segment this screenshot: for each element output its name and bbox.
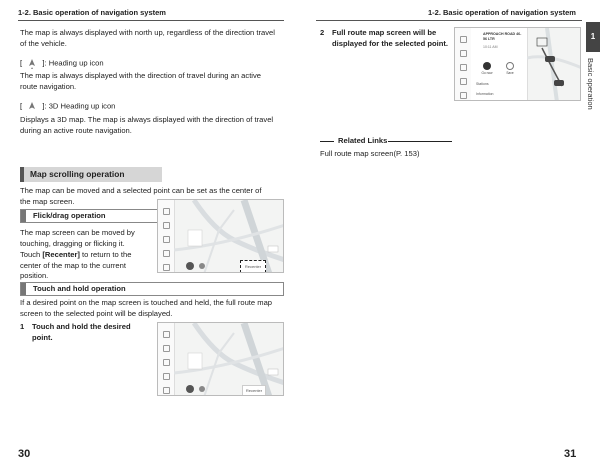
recenter-instruction xyxy=(20,250,153,282)
phone-icon-3 xyxy=(460,64,467,71)
step-1 xyxy=(20,322,152,343)
section-title-bar xyxy=(20,167,24,182)
flick-heading-text: Flick/drag operation xyxy=(33,211,106,220)
hold-heading-bar xyxy=(21,283,26,295)
recenter-button-2[interactable]: Recenter xyxy=(242,385,266,396)
recenter-bold: [Recenter] xyxy=(42,250,80,259)
recenter-button[interactable]: Recenter xyxy=(240,260,266,273)
route-sidebar xyxy=(455,28,472,100)
route-map xyxy=(527,28,581,101)
route-panel-title: APPROACH ROAD 46-56 LTR xyxy=(483,32,522,41)
right-page-number: 31 xyxy=(564,448,577,460)
related-link-full-route[interactable]: Full route map screen(P. 153) xyxy=(320,149,420,158)
settings-icon-2 xyxy=(163,387,170,394)
home-icon xyxy=(163,208,170,215)
flick-desc: The map screen can be moved by touching, dragging or flicking it. xyxy=(20,228,135,248)
route-stations: Stations xyxy=(476,82,489,86)
touch-hold-heading xyxy=(20,282,284,296)
home-icon-3 xyxy=(460,36,467,43)
save-icon xyxy=(506,62,514,70)
bracket-open: [ xyxy=(20,58,23,68)
heading-3d-icon xyxy=(27,101,37,112)
recenter-suffix: to return to the center of the map to the current position. xyxy=(20,250,132,280)
step-2-text: Full route map screen will be displayed for the selected point. xyxy=(332,28,449,48)
settings-icon xyxy=(163,264,170,271)
section-title-text: Map scrolling operation xyxy=(30,169,125,179)
step-2-number: 2 xyxy=(320,28,325,37)
home-icon-2 xyxy=(163,331,170,338)
related-links-title: Related Links xyxy=(338,136,388,145)
heading-3d-desc: Displays a 3D map. The map is always displayed with the direction of travel during an active route navigation. xyxy=(20,115,274,135)
apps-icon-2 xyxy=(163,373,170,380)
bracket-open-2: [ xyxy=(20,101,23,111)
left-page-number: 30 xyxy=(18,448,31,460)
heading-up-icon xyxy=(27,58,37,69)
heading-up-desc: The map is always displayed with the direction of travel during an active route navigation. xyxy=(20,71,262,91)
map-view-2 xyxy=(174,323,284,396)
step-2 xyxy=(320,28,452,49)
right-header-title: 1-2. Basic operation of navigation system xyxy=(428,8,576,17)
side-label-basic-operation: Basic operation xyxy=(586,58,595,110)
heading-up-label: ]: Heading up icon xyxy=(42,58,104,68)
apps-icon xyxy=(163,250,170,257)
save-label: Save xyxy=(506,71,514,75)
heading-up-line xyxy=(20,58,280,69)
recenter-prefix: Touch xyxy=(20,250,43,259)
left-header-rule xyxy=(18,20,284,21)
step-1-number: 1 xyxy=(20,322,25,331)
map-sidebar-2 xyxy=(158,323,175,395)
go-now-icon xyxy=(483,62,491,70)
music-icon-2 xyxy=(163,345,170,352)
heading-3d-line xyxy=(20,101,280,112)
full-route-screenshot xyxy=(454,27,581,101)
intro-text: The map is always displayed with north up, regardless of the direction travel of the vehicle. xyxy=(20,28,275,48)
settings-icon-3 xyxy=(460,92,467,99)
flick-heading-bar xyxy=(21,210,26,222)
go-now-label: Go now xyxy=(481,71,493,75)
map-scrolling-section-title xyxy=(20,167,162,182)
related-links-heading xyxy=(320,136,454,146)
route-information: Information xyxy=(476,92,494,96)
apps-icon-3 xyxy=(460,78,467,85)
map-scrolling-desc: The map can be moved and a selected point can be set as the center of the map screen. xyxy=(20,186,262,206)
map-screenshot-hold xyxy=(157,322,284,396)
map-screenshot-flick xyxy=(157,199,284,273)
phone-icon xyxy=(163,236,170,243)
route-info-panel xyxy=(471,28,528,101)
phone-icon-2 xyxy=(163,359,170,366)
map-view xyxy=(174,200,284,273)
right-header-rule xyxy=(316,20,582,21)
music-icon xyxy=(163,222,170,229)
map-sidebar xyxy=(158,200,175,272)
related-rule-right xyxy=(388,141,452,142)
svg-text:▲: ▲ xyxy=(31,65,34,69)
left-header-title: 1-2. Basic operation of navigation system xyxy=(18,8,166,17)
touch-hold-desc: If a desired point on the map screen is touched and held, the full route map screen to the selected point will be displayed. xyxy=(20,298,273,318)
related-rule-left xyxy=(320,141,334,142)
heading-3d-label: ]: 3D Heading up icon xyxy=(42,101,116,111)
route-panel-time: 10:11 AM xyxy=(483,45,498,49)
chapter-tab: 1 xyxy=(586,22,600,52)
hold-heading-text: Touch and hold operation xyxy=(33,284,126,293)
step-1-text: Touch and hold the desired point. xyxy=(32,322,131,342)
music-icon-3 xyxy=(460,50,467,57)
go-now-button[interactable] xyxy=(478,62,496,75)
save-button[interactable] xyxy=(501,62,519,75)
